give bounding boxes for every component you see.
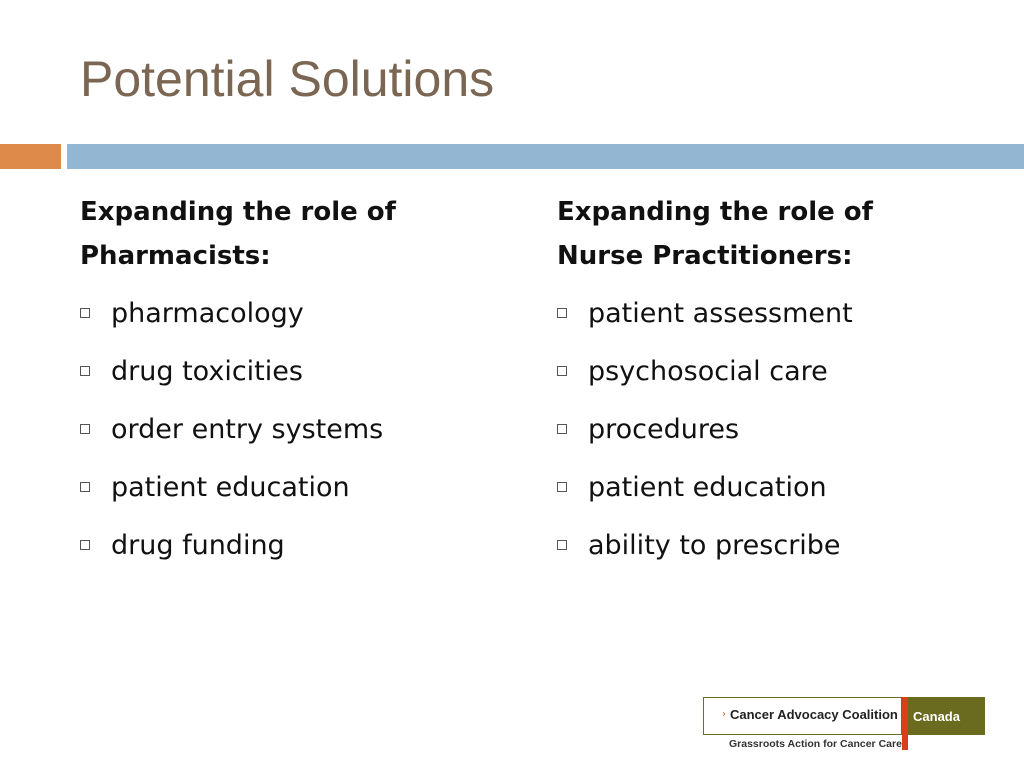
list-item-text: patient education (588, 471, 827, 503)
list-item-text: procedures (588, 413, 740, 445)
logo-tagline: Grassroots Action for Cancer Care (729, 738, 902, 750)
list-item (557, 516, 997, 574)
list-item-text: drug funding (111, 529, 285, 561)
heading-line-2: Pharmacists: (80, 241, 271, 271)
logo-name-box (703, 697, 902, 735)
square-bullet-icon (80, 424, 90, 434)
logo-arrow-icon: › (722, 709, 726, 720)
list-item-text: psychosocial care (588, 355, 828, 387)
list-item (80, 400, 520, 458)
list-item-text: patient assessment (588, 297, 853, 329)
list-item (80, 458, 520, 516)
square-bullet-icon (557, 308, 567, 318)
list-item (80, 516, 520, 574)
list-item-text: pharmacology (111, 297, 304, 329)
square-bullet-icon (557, 424, 567, 434)
logo-name: Cancer Advocacy Coalition (730, 707, 898, 722)
cancer-advocacy-coalition-logo (703, 697, 985, 753)
square-bullet-icon (80, 482, 90, 492)
square-bullet-icon (557, 366, 567, 376)
logo-country-box: Canada (908, 697, 985, 735)
list-item-text: order entry systems (111, 413, 384, 445)
list-item-text: patient education (111, 471, 350, 503)
square-bullet-icon (80, 540, 90, 550)
list-item (557, 400, 997, 458)
pharmacists-heading (80, 190, 520, 278)
heading-line-1: Expanding the role of (80, 197, 396, 227)
square-bullet-icon (80, 308, 90, 318)
square-bullet-icon (80, 366, 90, 376)
pharmacists-list (80, 284, 520, 574)
accent-bar-blue (67, 144, 1024, 169)
pharmacists-column (80, 190, 520, 574)
heading-line-1: Expanding the role of (557, 197, 873, 227)
nurse-practitioners-heading (557, 190, 997, 278)
slide-title: Potential Solutions (80, 51, 495, 107)
heading-line-2: Nurse Practitioners: (557, 241, 853, 271)
list-item (557, 342, 997, 400)
list-item (80, 284, 520, 342)
list-item (80, 342, 520, 400)
list-item-text: ability to prescribe (588, 529, 841, 561)
square-bullet-icon (557, 540, 567, 550)
nurse-practitioners-list (557, 284, 997, 574)
list-item (557, 458, 997, 516)
list-item-text: drug toxicities (111, 355, 303, 387)
square-bullet-icon (557, 482, 567, 492)
list-item (557, 284, 997, 342)
nurse-practitioners-column (557, 190, 997, 574)
accent-bar-orange (0, 144, 61, 169)
